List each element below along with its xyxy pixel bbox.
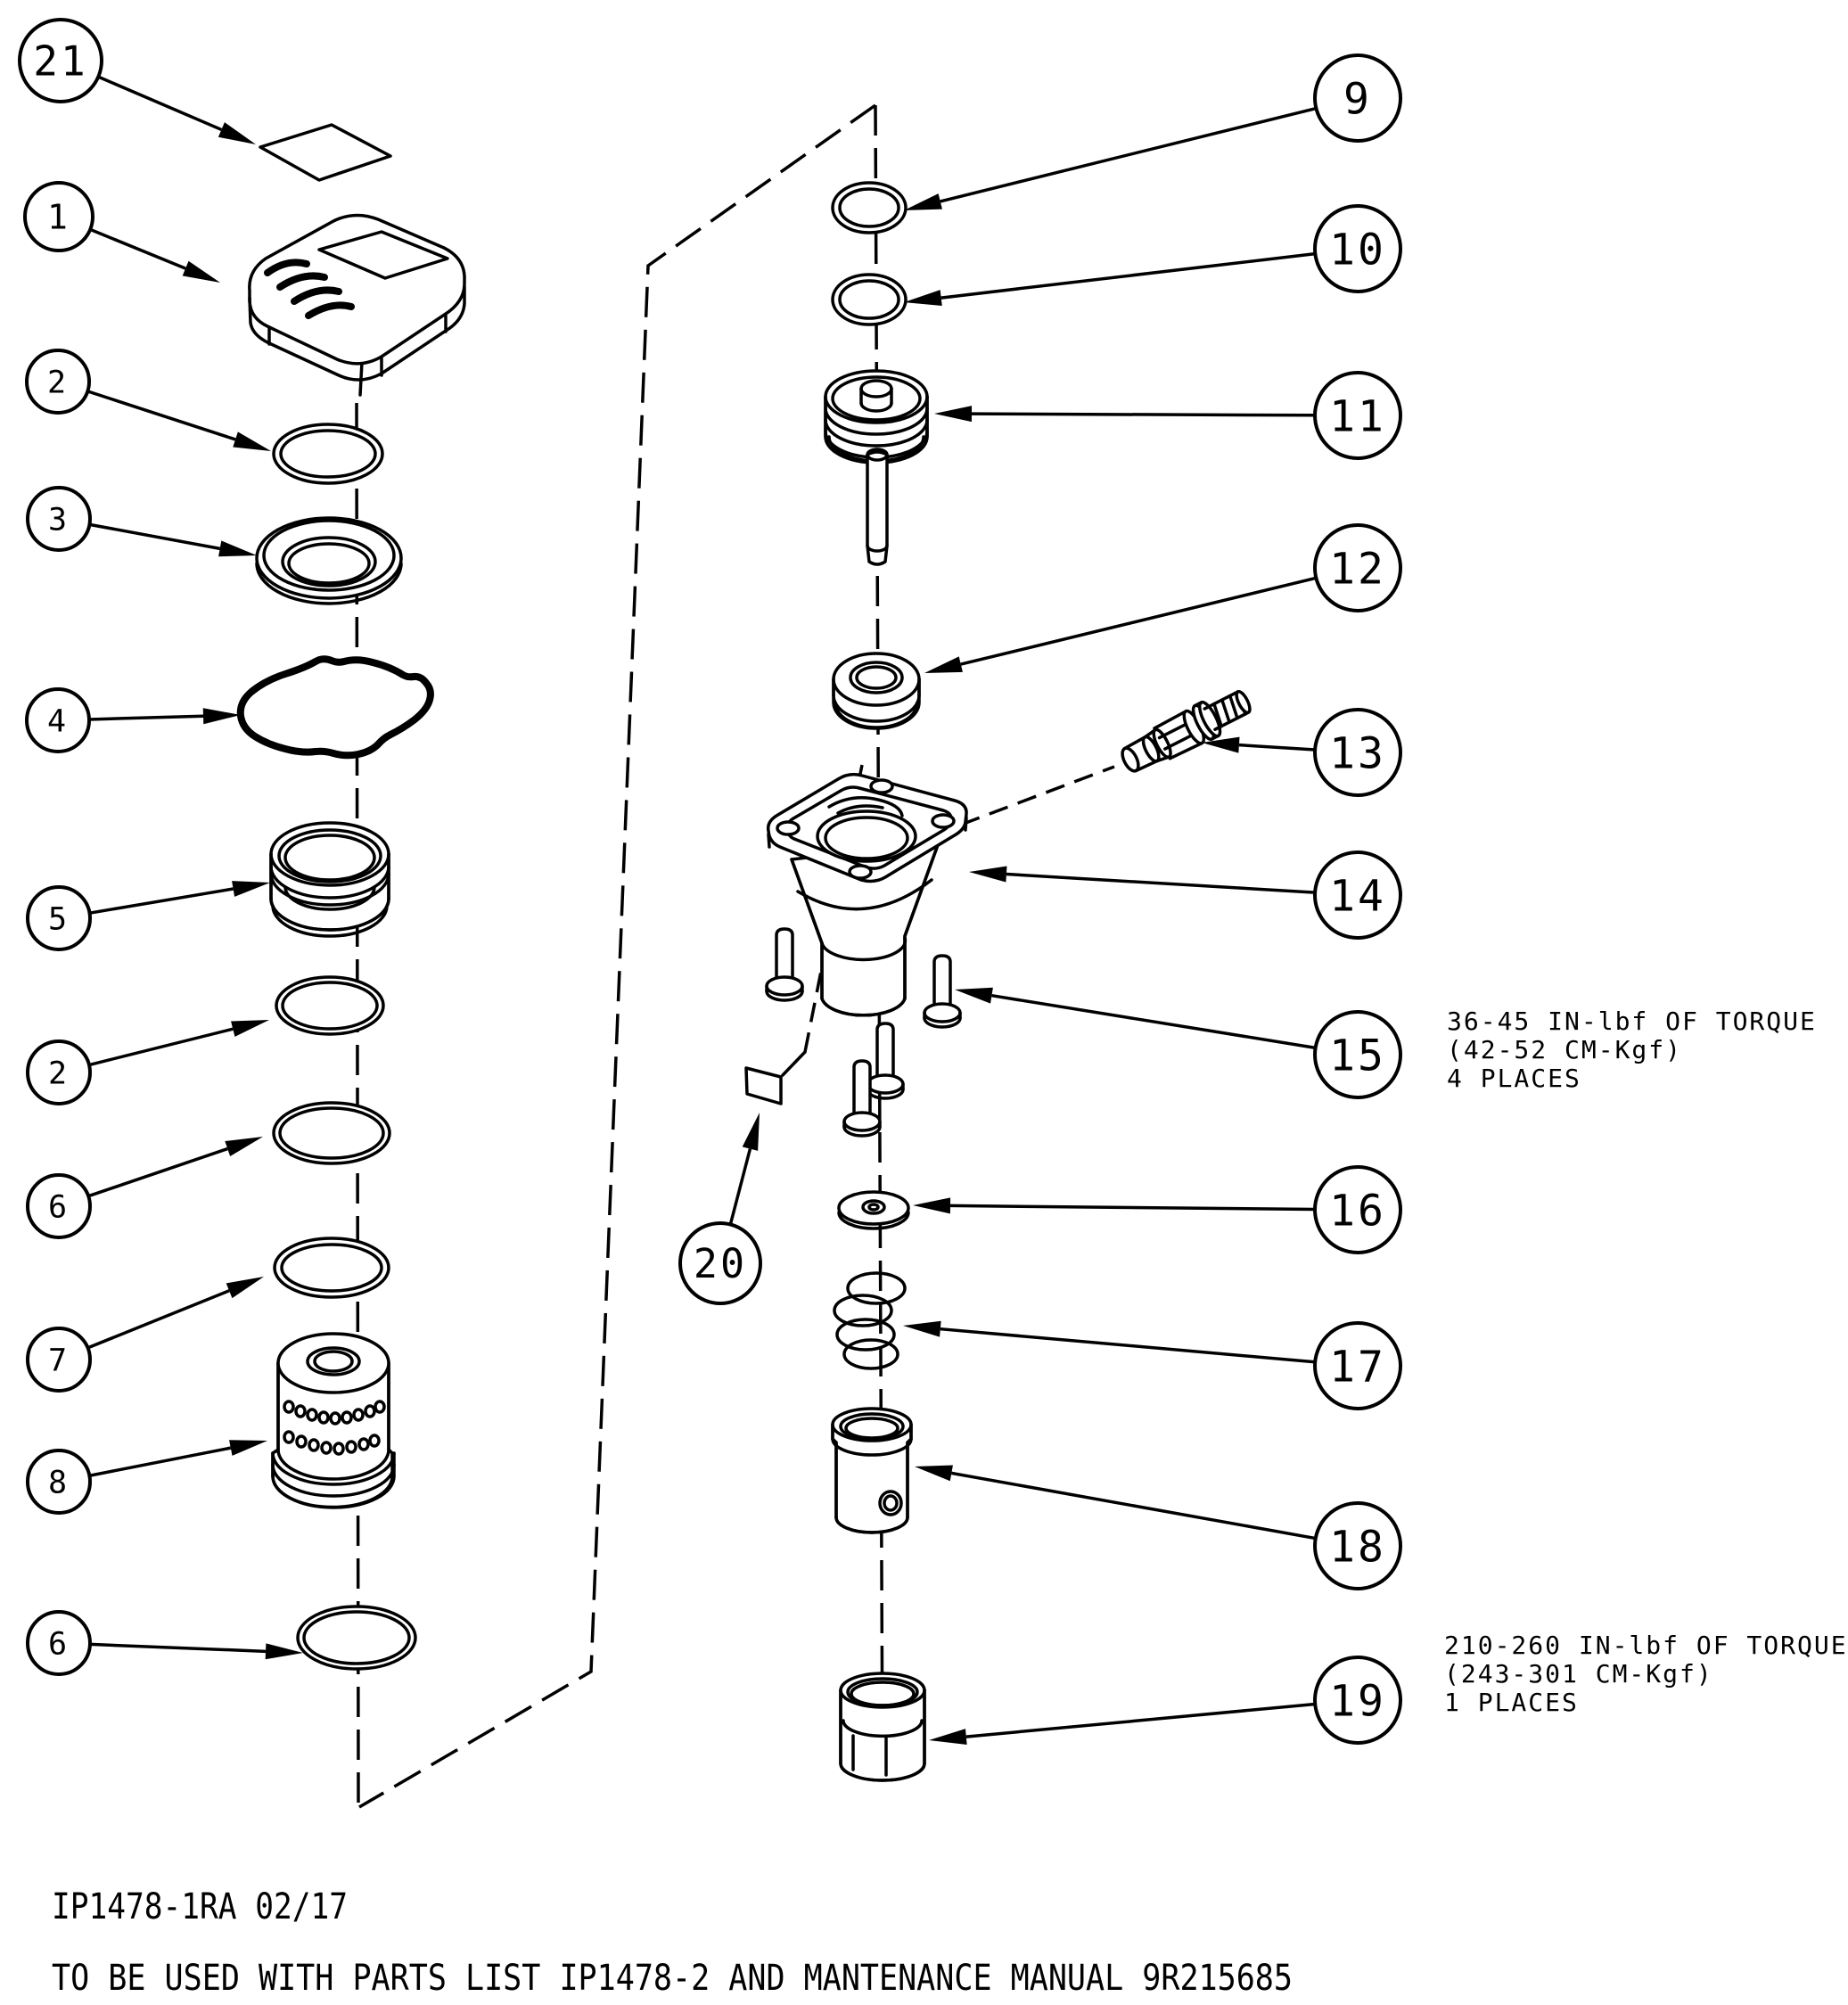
leader-line [98, 77, 221, 129]
callout-19 [929, 1657, 1400, 1745]
note-line: 1 PLACES [1444, 1688, 1579, 1717]
footer [52, 1886, 1293, 1999]
leader-line [972, 414, 1315, 415]
callout-11 [934, 373, 1400, 458]
leader-line [951, 1473, 1315, 1538]
phantom-boundary-line [359, 105, 875, 1807]
leader-line [961, 578, 1317, 664]
leader-arrowhead-icon [904, 290, 942, 306]
leader-arrowhead-icon [929, 1729, 967, 1745]
torque-note-1 [1447, 1007, 1817, 1093]
callout-10 [904, 206, 1400, 306]
part-17-spring [834, 1273, 905, 1368]
part-3-seal-ring [257, 518, 401, 604]
leader-arrowhead-icon [233, 431, 271, 451]
part-2-oring-lower [276, 977, 383, 1034]
callout-17 [903, 1321, 1400, 1409]
leader-line [90, 1644, 266, 1651]
screw [767, 929, 802, 1000]
callout-12 [924, 525, 1400, 673]
leader-arrowhead-icon [231, 1020, 269, 1037]
balloon-number: 20 [693, 1240, 748, 1288]
balloon-number: 14 [1329, 871, 1386, 922]
note-line: (243-301 CM-Kgf) [1444, 1659, 1713, 1689]
leader-arrowhead-icon [203, 708, 241, 724]
leader-arrowhead-icon [904, 193, 942, 210]
note-line: 4 PLACES [1447, 1064, 1581, 1093]
part-2-oring-upper [274, 424, 382, 483]
part-10-oring [833, 275, 906, 325]
callout-14 [969, 852, 1400, 938]
balloon-number: 15 [1329, 1031, 1386, 1081]
leader-line [89, 1029, 233, 1064]
balloon-number: 10 [1329, 225, 1386, 275]
part-19-bottom-cap [841, 1673, 924, 1780]
balloon-number: 2 [47, 1056, 70, 1092]
leader-line [966, 1704, 1315, 1737]
leader-line [90, 889, 234, 913]
callout-3 [28, 488, 257, 556]
part-5-sleeve [271, 823, 389, 936]
callout-16 [913, 1167, 1400, 1253]
leader-line [950, 1205, 1315, 1209]
leader-arrowhead-icon [924, 656, 963, 673]
fitting-axis-dashed [961, 767, 1114, 825]
leader-line [941, 254, 1316, 298]
leader-line [1006, 875, 1315, 893]
leader-arrowhead-icon [955, 988, 993, 1004]
callout-20 [680, 1113, 760, 1303]
callout-6 [28, 1612, 303, 1674]
balloon-number: 19 [1329, 1676, 1386, 1727]
part-11-valve-stem-assembly [825, 371, 927, 564]
leader-line [87, 391, 235, 440]
leader-arrowhead-icon [903, 1321, 941, 1337]
centerlines [357, 105, 1114, 1807]
callout-5 [28, 881, 270, 949]
leader-line [90, 229, 185, 268]
leader-line [87, 1291, 229, 1348]
callout-9 [904, 55, 1400, 210]
balloon-number: 13 [1329, 728, 1386, 779]
leader-line [89, 716, 203, 719]
callout-4 [27, 689, 241, 752]
part-9-oring [833, 183, 906, 233]
screw [867, 1023, 903, 1098]
balloon-number: 11 [1329, 391, 1386, 442]
leader-arrowhead-icon [266, 1643, 303, 1659]
note-line: (42-52 CM-Kgf) [1447, 1035, 1683, 1064]
part-8-muffler [273, 1334, 394, 1508]
part-7-oring [275, 1238, 389, 1297]
part-21-label-plate [260, 125, 390, 180]
leader-arrowhead-icon [915, 1466, 953, 1482]
balloon-number: 18 [1329, 1522, 1386, 1573]
part-1-top-cap [250, 215, 464, 380]
part-13-air-inlet-fitting [1116, 684, 1255, 779]
balloon-number: 9 [1343, 74, 1372, 125]
leader-line [991, 996, 1315, 1048]
balloon-number: 6 [47, 1626, 70, 1663]
balloon-number: 3 [47, 502, 70, 538]
callout-18 [915, 1466, 1400, 1589]
note-line: 210-260 IN-lbf OF TORQUE [1444, 1631, 1848, 1660]
leader-arrowhead-icon [218, 541, 257, 557]
leader-arrowhead-icon [969, 867, 1006, 883]
callout-21 [20, 20, 256, 144]
callout-6 [28, 1137, 263, 1237]
leader-arrowhead-icon [218, 122, 256, 144]
balloon-number: 17 [1329, 1342, 1386, 1393]
part-16-washer [839, 1192, 908, 1228]
leader-arrowhead-icon [225, 1137, 263, 1156]
balloon-number: 8 [47, 1465, 70, 1501]
note-line: 36-45 IN-lbf OF TORQUE [1447, 1007, 1817, 1036]
leader-arrowhead-icon [934, 406, 972, 422]
callout-7 [28, 1277, 264, 1391]
leader-arrowhead-icon [743, 1113, 760, 1151]
screw [844, 1061, 880, 1136]
balloon-number: 1 [47, 197, 70, 237]
balloon-number: 4 [46, 703, 70, 740]
drawing-number: IP1478-1RA 02/17 [52, 1886, 348, 1927]
leader-arrowhead-icon [229, 1440, 267, 1456]
part-18-valve-bushing [833, 1409, 911, 1533]
leader-arrowhead-icon [226, 1277, 264, 1298]
balloon-number: 16 [1329, 1186, 1386, 1237]
callout-2 [28, 1020, 269, 1104]
screw [924, 956, 960, 1027]
part-6-oring-upper [274, 1103, 390, 1163]
part-12-washer-ring [834, 653, 919, 728]
balloon-number: 7 [47, 1343, 70, 1379]
callout-15 [955, 988, 1400, 1097]
leader-arrowhead-icon [232, 881, 270, 897]
leader-line [1239, 745, 1315, 750]
leader-line [940, 1329, 1315, 1362]
callouts [20, 20, 1400, 1745]
balloon-number: 2 [46, 365, 70, 401]
leader-line [89, 524, 219, 548]
leader-line [89, 1448, 230, 1475]
leader-line [730, 1149, 750, 1225]
leader-line [940, 109, 1317, 201]
left-axis-centerline [357, 403, 358, 1803]
balloon-number: 5 [47, 901, 70, 938]
part-20-plate [746, 1068, 781, 1104]
balloon-number: 12 [1329, 544, 1386, 595]
balloon-number: 6 [47, 1189, 70, 1226]
callout-8 [28, 1440, 267, 1513]
leader-arrowhead-icon [913, 1197, 950, 1213]
balloon-number: 21 [33, 37, 88, 86]
callout-1 [25, 183, 220, 283]
usage-note: TO BE USED WITH PARTS LIST IP1478-2 AND MANTENANCE MANUAL 9R215685 [52, 1958, 1293, 1999]
leader-line [88, 1149, 227, 1196]
callout-2 [27, 350, 271, 451]
part-4-gasket [241, 659, 431, 755]
leader-arrowhead-icon [183, 261, 220, 283]
part-6-oring-lower [298, 1606, 415, 1669]
torque-note-2 [1444, 1631, 1848, 1717]
